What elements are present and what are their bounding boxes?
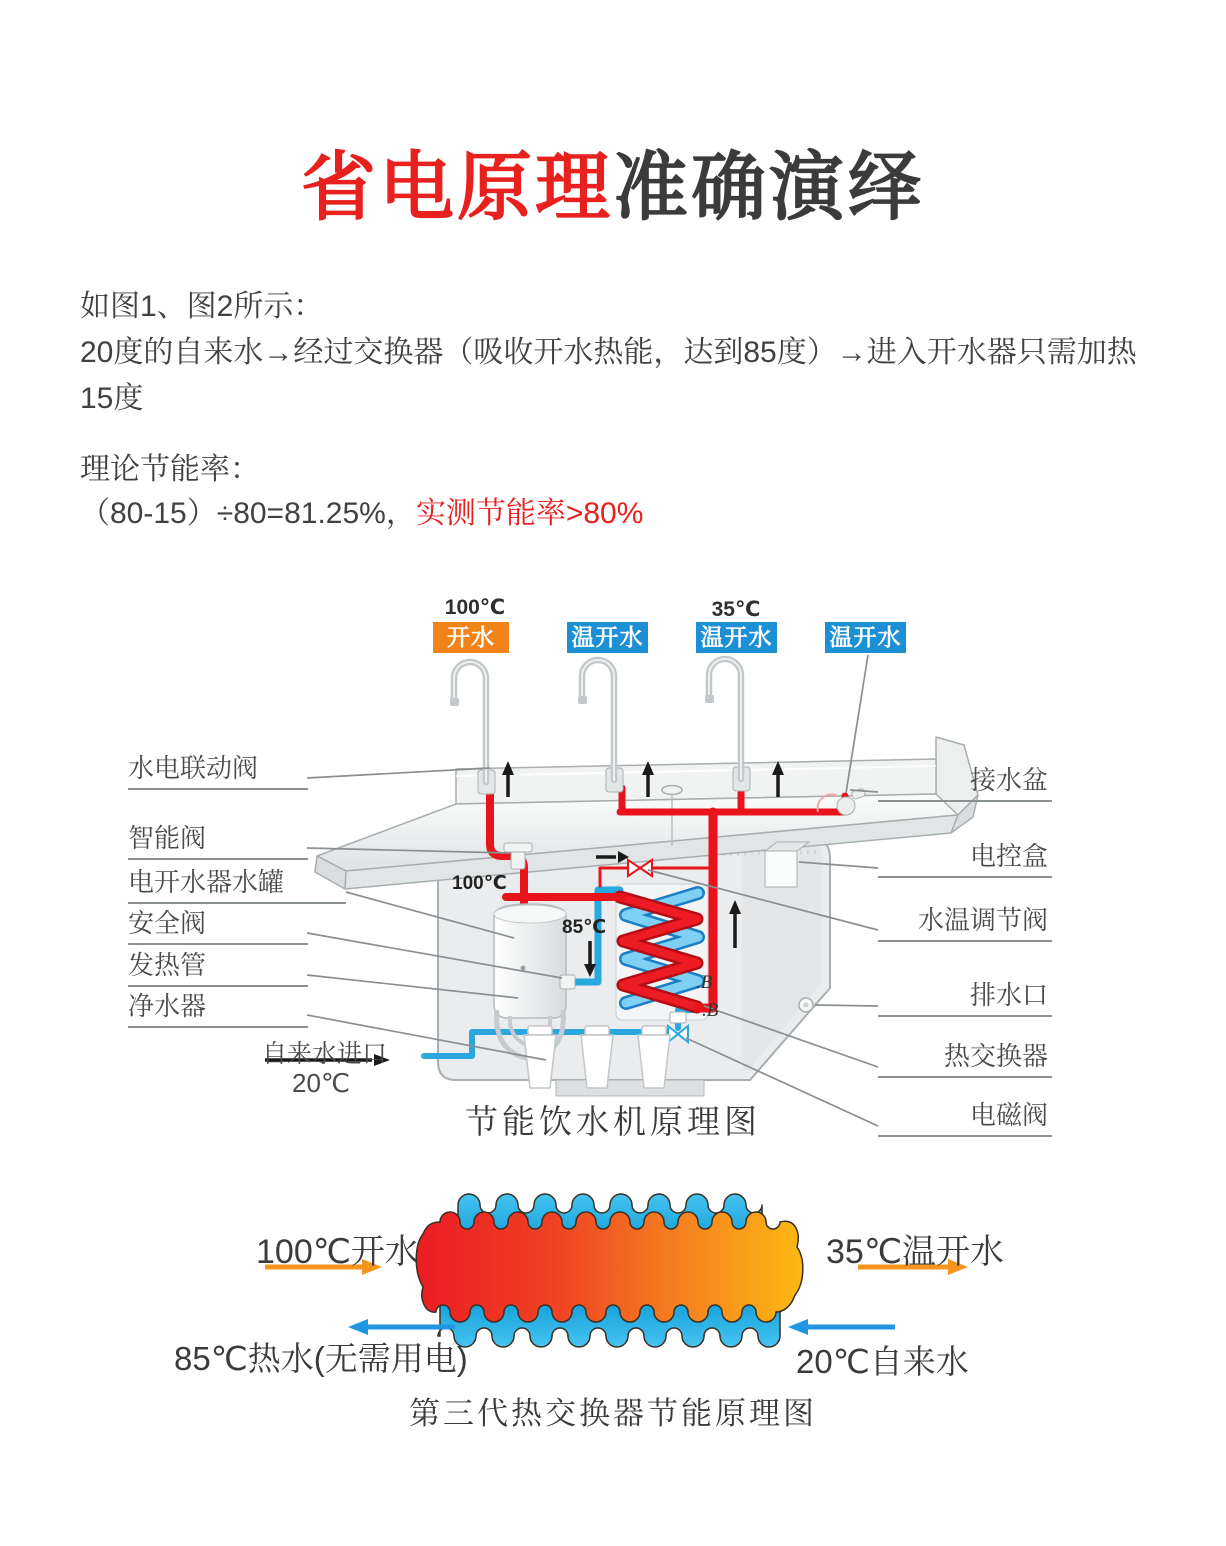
page-title <box>0 128 1226 235</box>
tank-temp-label: 100℃ <box>452 873 507 894</box>
machine-caption: 节能饮水机原理图 <box>465 1103 761 1140</box>
drain-outlet <box>799 998 813 1012</box>
counter-drain-oval <box>662 786 682 795</box>
hot-band <box>416 1212 803 1322</box>
callout-temp-adjust-valve: 水温调节阀 <box>878 900 1052 942</box>
callout-heat-exchanger: 热交换器 <box>878 1036 1052 1078</box>
theory-label: 理论节能率： <box>80 453 260 486</box>
intro-line1: 如图1、图2所示： <box>80 290 324 323</box>
point-b-label-2: .B <box>702 1000 719 1021</box>
callout-drip-tray: 接水盆 <box>878 760 1052 802</box>
theory-paragraph <box>80 448 1165 536</box>
callout-boiler-tank: 电开水器水罐 <box>128 862 346 904</box>
inlet-temp: 20℃ <box>292 1068 351 1098</box>
base-pedestal <box>556 1080 704 1096</box>
theory-highlight: 实测节能率>80% <box>415 497 644 530</box>
wavy-bands <box>416 1194 803 1347</box>
tap-badge-warm-1: 温开水 <box>567 622 648 653</box>
callout-safety-valve: 安全阀 <box>128 903 308 945</box>
title-rest: 准确演绎 <box>613 145 926 229</box>
point-b-label-1: .B <box>696 972 713 993</box>
callout-solenoid-valve: 电磁阀 <box>878 1095 1052 1137</box>
intro-paragraph <box>80 284 1165 422</box>
cold-in-arrow <box>788 1319 895 1335</box>
hot-out-label: 85℃热水(无需用电) <box>174 1340 468 1377</box>
theory-formula: （80-15）÷80=81.25%， <box>80 497 416 530</box>
warm-out-label: 35℃温开水 <box>826 1233 1005 1271</box>
exchanger-caption: 第三代热交换器节能原理图 <box>409 1396 817 1431</box>
callout-water-purifier: 净水器 <box>128 986 308 1028</box>
callout-control-box: 电控盒 <box>878 836 1052 878</box>
callout-water-power-valve: 水电联动阀 <box>128 748 308 790</box>
callout-drain-outlet: 排水口 <box>878 975 1052 1017</box>
callout-heating-tube: 发热管 <box>128 945 308 987</box>
inlet-label: 自来水进口 <box>262 1040 388 1068</box>
title-highlight: 省电原理 <box>300 145 613 229</box>
water-filters <box>524 1026 670 1088</box>
tap-badge-boiling: 开水 <box>433 622 509 653</box>
intro-line2: 20度的自来水→经过交换器（吸收开水热能，达到85度）→进入开水器只需加热15度 <box>80 336 1137 415</box>
hot-in-label: 100℃开水 <box>256 1233 419 1271</box>
coil-temp-label: 85℃ <box>562 917 607 938</box>
warm-temp-label: 35℃ <box>711 598 761 621</box>
tap-badge-warm-3: 温开水 <box>825 622 906 653</box>
boiling-temp-label: 100℃ <box>444 596 506 619</box>
theory-formula-line <box>80 492 1165 536</box>
callout-smart-valve: 智能阀 <box>128 818 308 860</box>
tap-badge-warm-2: 温开水 <box>696 622 777 653</box>
safety-valve-fitting <box>560 975 575 989</box>
cold-in-label: 20℃自来水 <box>796 1343 969 1380</box>
